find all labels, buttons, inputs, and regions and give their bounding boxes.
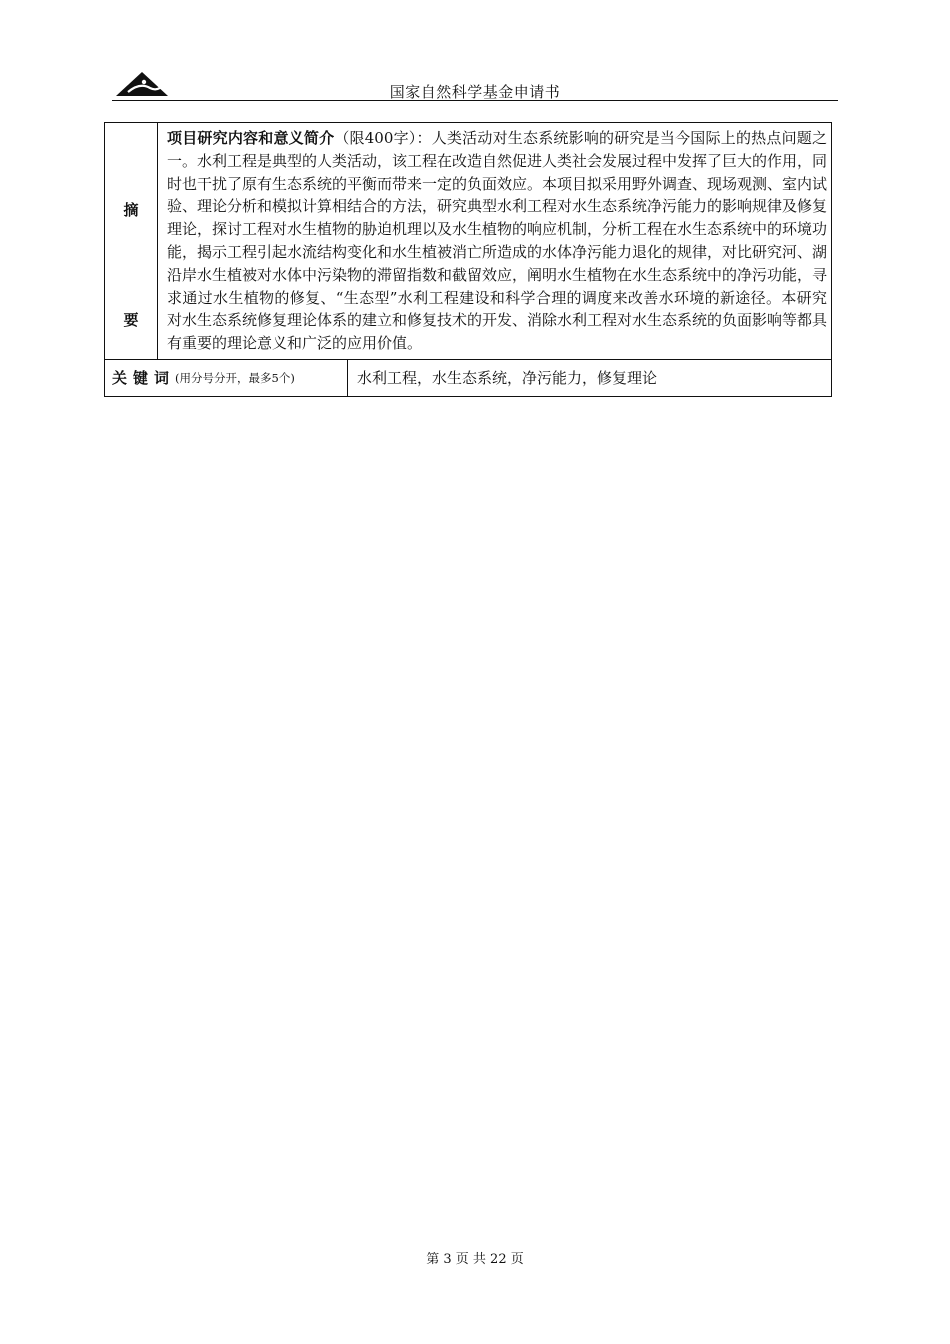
abstract-content-cell (158, 123, 831, 359)
abstract-label-bottom: 要 (123, 311, 139, 329)
keywords-label: 关键词 (112, 369, 176, 388)
header-rule (112, 100, 838, 101)
page-number: 第 3 页 共 22 页 (426, 1252, 524, 1267)
document-title: 国家自然科学基金申请书 (389, 83, 561, 101)
abstract-table (104, 122, 832, 397)
abstract-label-top: 摘 (123, 201, 139, 219)
keywords-note: (用分号分开，最多5个) (175, 370, 295, 385)
keywords-value-cell: 水利工程，水生态系统，净污能力，修复理论 (357, 369, 658, 388)
abstract-heading: 项目研究内容和意义简介 (167, 129, 335, 147)
page-header (112, 66, 838, 102)
keywords-row (105, 360, 831, 396)
abstract-limit-note: （限400字）： (334, 129, 432, 147)
keywords-label-cell (105, 360, 348, 396)
abstract-row (105, 123, 831, 360)
abstract-text: 人类活动对生态系统影响的研究是当今国际上的热点问题之一。水利工程是典型的人类活动，该工程在改造自然促进人类社会发展过程中发挥了巨大的作用，同时也干扰了原有生态系统的平衡而带来一定的负面效应。本项目拟采用野外调查、现场观测、室内试验、理论分析和模拟计算相结合的方法，研究典型水利工程对水生态系统净污能力的影响规律及修复理论，探讨工程对水生植物的胁迫机理以及水生植物的响应机制，分析工程在水生态系统中的环境功能，揭示工程引起水流结构变化和水生植被消亡所造成的水体净污能力退化的规律，对比研究河、湖沿岸水生植被对水体中污染物的滞留指数和截留效应，阐明水生植物在水生态系统中的净污功能，寻求通过水生植物的修复、“生态型”水利工程建设和科学合理的调度来改善水环境的新途径。本研究对水生态系统修复理论体系的建立和修复技术的开发、消除水利工程对水生态系统的负面影响等都具有重要的理论意义和广泛的应用价值。 (167, 129, 828, 353)
abstract-label-cell (105, 123, 158, 359)
